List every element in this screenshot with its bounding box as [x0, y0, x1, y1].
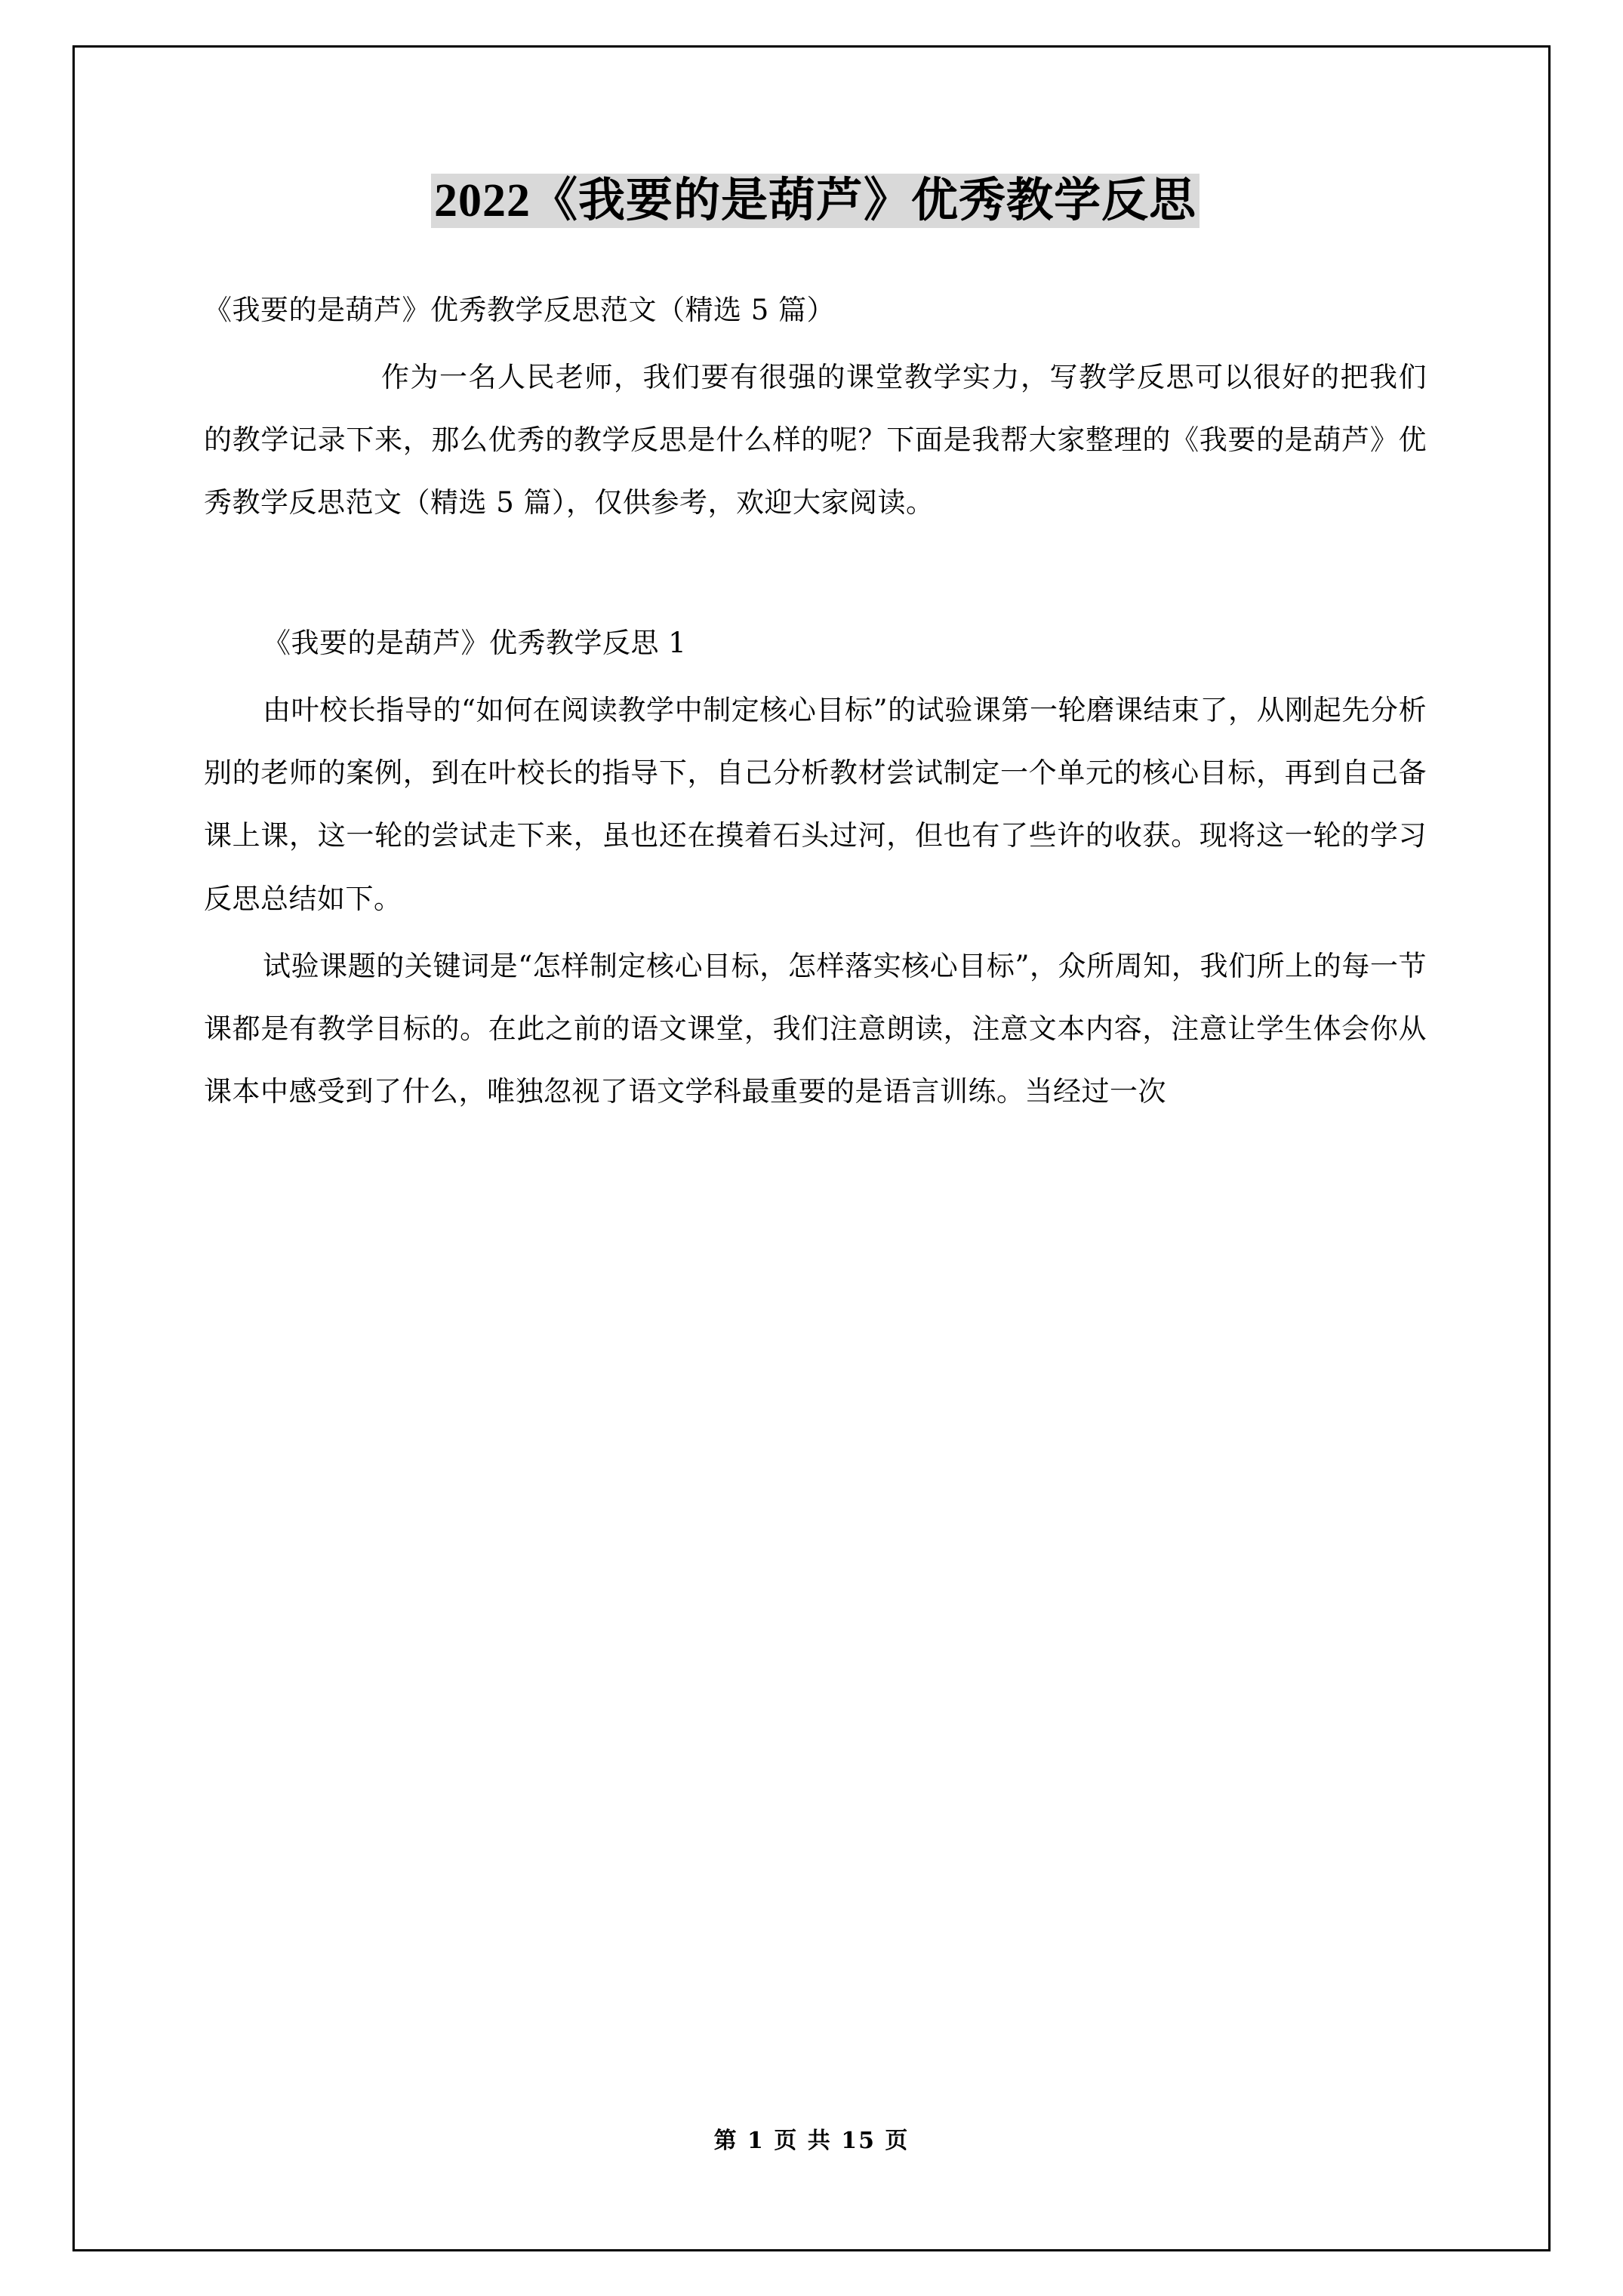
paragraph-spacer [204, 539, 1427, 612]
intro-paragraph: 作为一名人民老师，我们要有很强的课堂教学实力，写教学反思可以很好的把我们的教学记录下来，那么优秀的教学反思是什么样的呢？下面是我帮大家整理的《我要的是葫芦》优秀教学反思范文（精选 5 篇），仅供参考，欢迎大家阅读。 [204, 360, 1427, 519]
page-title-text: 2022《我要的是葫芦》优秀教学反思 [431, 174, 1200, 228]
page-footer: 第 1 页 共 15 页 [713, 2128, 910, 2154]
body-paragraph-1: 由叶校长指导的“如何在阅读教学中制定核心目标”的试验课第一轮磨课结束了，从刚起先分析别的老师的案例，到在叶校长的指导下，自己分析教材尝试制定一个单元的核心目标，再到自己备课上课，这一轮的尝试走下来，虽也还在摸着石头过河，但也有了些许的收获。现将这一轮的学习反思总结如下。 [204, 693, 1427, 915]
document-subtitle: 《我要的是葫芦》优秀教学反思范文（精选 5 篇） [204, 293, 836, 326]
page-title [204, 170, 1427, 233]
section-heading: 《我要的是葫芦》优秀教学反思 1 [263, 626, 687, 659]
body-paragraph-2: 试验课题的关键词是“怎样制定核心目标，怎样落实核心目标”，众所周知，我们所上的每一节课都是有教学目标的。在此之前的语文课堂，我们注意朗读，注意文本内容，注意让学生体会你从课本中感受到了什么，唯独忽视了语文学科最重要的是语言训练。当经过一次 [204, 949, 1427, 1108]
page-content [204, 170, 1427, 1128]
